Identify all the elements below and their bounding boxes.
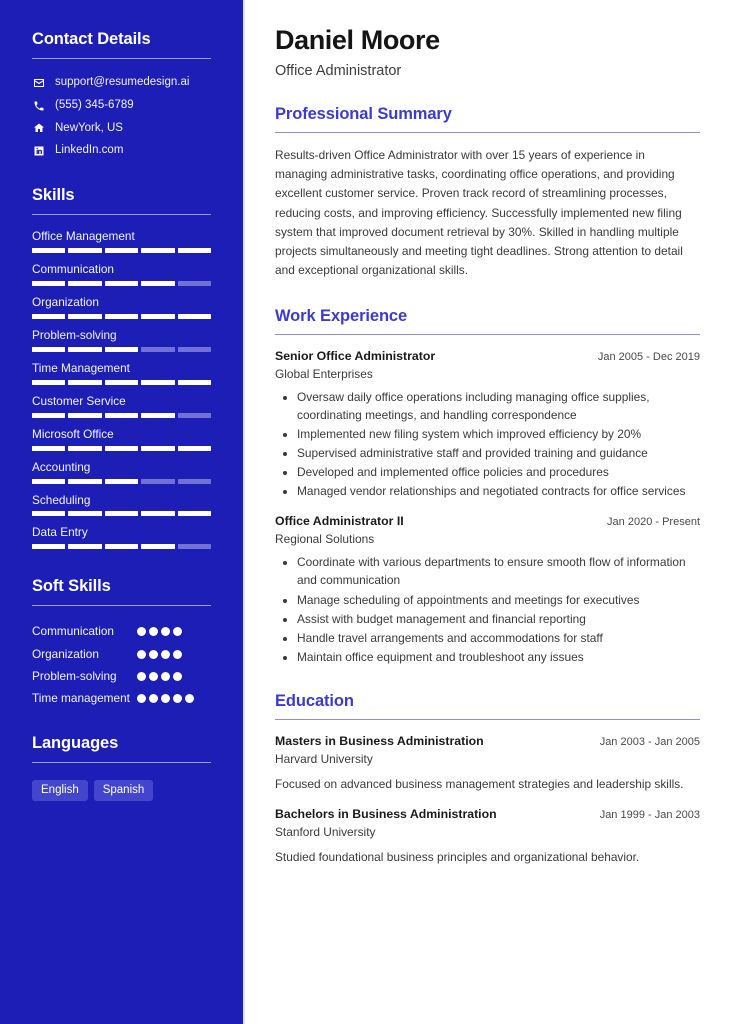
skill-bar-segment <box>141 479 174 484</box>
entry-header <box>275 514 700 530</box>
skill-item <box>32 229 211 253</box>
skill-level-bar <box>32 479 211 484</box>
entry-bullet-list <box>275 388 700 501</box>
skills-list <box>32 229 211 549</box>
skill-level-bar <box>32 248 211 253</box>
entry-description: Studied foundational business principles and organizational behavior. <box>275 850 640 865</box>
skill-label: Customer Service <box>32 393 126 408</box>
languages-section <box>32 728 211 802</box>
language-tag[interactable]: English <box>32 780 88 802</box>
skill-level-bar <box>32 544 211 549</box>
professional-summary-heading: Professional Summary <box>275 104 452 123</box>
work-experience-heading: Work Experience <box>275 306 408 325</box>
soft-skill-dot <box>173 650 182 659</box>
soft-skill-dots <box>137 689 199 703</box>
entry-bullet: • Developed and implemented office policies and procedures <box>297 463 700 481</box>
skill-bar-segment <box>32 380 65 385</box>
entry-header <box>275 807 700 823</box>
skill-label: Time Management <box>32 360 130 375</box>
education-section <box>275 692 700 867</box>
skill-bar-segment <box>32 314 65 319</box>
work-experience-entry <box>275 514 700 666</box>
work-experience-divider <box>275 334 700 335</box>
contact-phone-value: (555) 345-6789 <box>55 98 134 111</box>
education-entry <box>275 807 700 867</box>
soft-skill-label: Time management <box>32 690 130 705</box>
soft-skill-dot <box>149 627 158 636</box>
skill-bar-segment <box>141 511 174 516</box>
skill-bar-segment <box>141 248 174 253</box>
professional-summary-text: Results-driven Office Administrator with over 15 years of experience in managing administrative tasks, coordinating office operations, and providing excellent customer service. Proven track record of streamlining processes, reducing costs, and improving efficiency. Successfully implemented new filing system that improved document retrieval by 30%. Skilled in handling multiple projects simultaneously and meeting tight deadlines. Strong attention to detail and exceptional organizational skills. <box>275 147 683 278</box>
soft-skill-dots <box>137 667 199 681</box>
languages-heading: Languages <box>32 733 119 752</box>
entry-date: Jan 2020 - Present <box>607 516 700 529</box>
skill-bar-segment <box>141 544 174 549</box>
soft-skill-label: Organization <box>32 646 99 661</box>
entry-date: Jan 1999 - Jan 2003 <box>599 809 700 822</box>
skill-item <box>32 394 211 418</box>
soft-skill-dots <box>137 622 199 636</box>
soft-skill-label: Communication <box>32 624 114 639</box>
skill-bar-segment <box>178 446 211 451</box>
contact-details-heading: Contact Details <box>32 30 151 48</box>
skill-bar-segment <box>105 479 138 484</box>
skill-bar-segment <box>68 380 101 385</box>
soft-skill-dots <box>137 645 199 659</box>
skill-bar-segment <box>105 248 138 253</box>
skill-item <box>32 493 211 517</box>
skill-bar-segment <box>178 281 211 286</box>
entry-bullet: • Oversaw daily office operations including managing office supplies, coordinating meetings, and handling correspondence <box>297 388 700 424</box>
skill-label: Accounting <box>32 459 91 474</box>
skill-bar-segment <box>141 314 174 319</box>
work-experience-entries <box>275 349 700 666</box>
skill-bar-segment <box>68 511 101 516</box>
contact-item-location[interactable] <box>32 122 211 136</box>
skill-level-bar <box>32 281 211 286</box>
skill-label: Scheduling <box>32 492 91 507</box>
school-name: Harvard University <box>275 751 373 766</box>
soft-skills-section <box>32 571 211 707</box>
skill-item <box>32 525 211 549</box>
contact-email-value: support@resumedesign.ai <box>55 76 190 88</box>
skill-bar-segment <box>178 248 211 253</box>
company-name: Regional Solutions <box>275 532 375 547</box>
soft-skill-dot <box>173 627 182 636</box>
skill-bar-segment <box>68 446 101 451</box>
soft-skill-dot <box>161 694 170 703</box>
home-icon <box>32 122 45 135</box>
soft-skills-list <box>32 622 211 707</box>
entry-bullet: • Assist with budget management and financial reporting <box>297 610 700 628</box>
contact-list <box>32 76 211 158</box>
soft-skill-label: Problem-solving <box>32 668 117 683</box>
skill-bar-segment <box>32 248 65 253</box>
skill-bar-segment <box>68 544 101 549</box>
skill-bar-segment <box>178 314 211 319</box>
soft-skill-row <box>32 667 211 686</box>
skill-bar-segment <box>32 511 65 516</box>
skill-bar-segment <box>105 314 138 319</box>
entry-bullet: • Implemented new filing system which improved efficiency by 20% <box>297 425 700 443</box>
skill-item <box>32 361 211 385</box>
contact-details-divider <box>32 58 211 59</box>
skill-bar-segment <box>178 479 211 484</box>
skill-bar-segment <box>68 479 101 484</box>
entry-header <box>275 734 700 750</box>
professional-summary-divider <box>275 132 700 133</box>
skill-level-bar <box>32 347 211 352</box>
soft-skill-dot <box>137 672 146 681</box>
skill-bar-segment <box>68 314 101 319</box>
skill-level-bar <box>32 511 211 516</box>
main-content <box>245 0 730 1024</box>
languages-divider <box>32 762 211 763</box>
skill-bar-segment <box>178 347 211 352</box>
entry-bullet: • Manage scheduling of appointments and meetings for executives <box>297 591 700 609</box>
entry-description: Focused on advanced business management strategies and leadership skills. <box>275 776 684 791</box>
skill-bar-segment <box>105 413 138 418</box>
skill-item <box>32 328 211 352</box>
skill-level-bar <box>32 446 211 451</box>
skill-label: Microsoft Office <box>32 426 114 441</box>
soft-skill-dot <box>161 650 170 659</box>
skill-bar-segment <box>32 347 65 352</box>
skill-label: Data Entry <box>32 525 88 540</box>
skill-bar-segment <box>105 544 138 549</box>
skill-bar-segment <box>178 380 211 385</box>
entry-bullet: • Handle travel arrangements and accommodations for staff <box>297 629 700 647</box>
skill-bar-segment <box>105 446 138 451</box>
entry-bullet: • Managed vendor relationships and negotiated contracts for office services <box>297 482 700 500</box>
skill-bar-segment <box>68 248 101 253</box>
company-name: Global Enterprises <box>275 366 373 381</box>
language-tag[interactable]: Spanish <box>94 780 154 802</box>
soft-skill-dot <box>173 672 182 681</box>
skill-bar-segment <box>178 544 211 549</box>
skill-item <box>32 262 211 286</box>
phone-icon <box>32 99 45 112</box>
contact-item-email[interactable] <box>32 76 211 90</box>
skill-bar-segment <box>32 479 65 484</box>
degree-name: Bachelors in Business Administration <box>275 807 497 822</box>
skill-bar-segment <box>105 380 138 385</box>
skill-bar-segment <box>141 446 174 451</box>
degree-name: Masters in Business Administration <box>275 733 484 748</box>
skill-label: Organization <box>32 295 99 310</box>
education-entry <box>275 734 700 794</box>
education-heading: Education <box>275 691 354 710</box>
skill-bar-segment <box>105 511 138 516</box>
soft-skill-dot <box>185 694 194 703</box>
skill-level-bar <box>32 413 211 418</box>
skill-item <box>32 427 211 451</box>
sidebar <box>0 0 245 1024</box>
skill-bar-segment <box>68 413 101 418</box>
soft-skill-row <box>32 645 211 664</box>
entry-bullet: • Supervised administrative staff and provided training and guidance <box>297 444 700 462</box>
skill-bar-segment <box>141 380 174 385</box>
skills-divider <box>32 214 211 215</box>
skills-section <box>32 180 211 549</box>
skill-bar-segment <box>32 281 65 286</box>
skill-label: Problem-solving <box>32 327 117 342</box>
job-role: Senior Office Administrator <box>275 348 436 363</box>
skill-bar-segment <box>178 413 211 418</box>
entry-header <box>275 349 700 365</box>
contact-linkedin-value: LinkedIn.com <box>55 144 124 157</box>
entry-bullet: • Coordinate with various departments to ensure smooth flow of information and communication <box>297 553 700 589</box>
soft-skill-dot <box>137 694 146 703</box>
entry-date: Jan 2003 - Jan 2005 <box>599 735 700 748</box>
soft-skill-dot <box>149 672 158 681</box>
skill-bar-segment <box>68 281 101 286</box>
soft-skill-row <box>32 622 211 641</box>
work-experience-section <box>275 307 700 666</box>
skill-item <box>32 460 211 484</box>
skill-bar-segment <box>105 281 138 286</box>
soft-skill-dot <box>137 627 146 636</box>
soft-skill-row <box>32 689 211 708</box>
skill-bar-segment <box>105 347 138 352</box>
skill-label: Communication <box>32 262 114 277</box>
envelope-icon <box>32 76 45 89</box>
contact-item-phone[interactable] <box>32 99 211 113</box>
soft-skills-heading: Soft Skills <box>32 577 111 596</box>
skill-bar-segment <box>141 347 174 352</box>
contact-details-section <box>32 24 211 158</box>
skill-bar-segment <box>141 281 174 286</box>
skill-level-bar <box>32 314 211 319</box>
skills-heading: Skills <box>32 186 75 205</box>
skill-bar-segment <box>32 544 65 549</box>
language-tag-list <box>32 780 211 802</box>
soft-skills-divider <box>32 605 211 606</box>
soft-skill-dot <box>137 650 146 659</box>
professional-summary-section <box>275 105 700 281</box>
entry-bullet: • Maintain office equipment and troubleshoot any issues <box>297 648 700 666</box>
job-role: Office Administrator II <box>275 514 404 529</box>
skill-bar-segment <box>32 413 65 418</box>
soft-skill-dot <box>161 672 170 681</box>
soft-skill-dot <box>161 627 170 636</box>
skill-label: Office Management <box>32 229 135 244</box>
soft-skill-dot <box>149 650 158 659</box>
skill-level-bar <box>32 380 211 385</box>
entry-date: Jan 2005 - Dec 2019 <box>597 350 700 363</box>
entry-bullet-list <box>275 553 700 666</box>
education-entries <box>275 734 700 867</box>
candidate-name: Daniel Moore <box>275 25 440 55</box>
skill-item <box>32 295 211 319</box>
soft-skill-dot <box>149 694 158 703</box>
school-name: Stanford University <box>275 825 376 840</box>
skill-bar-segment <box>178 511 211 516</box>
soft-skill-dot <box>173 694 182 703</box>
contact-item-linkedin[interactable] <box>32 144 211 158</box>
contact-location-value: NewYork, US <box>55 121 123 134</box>
skill-bar-segment <box>68 347 101 352</box>
candidate-job-title: Office Administrator <box>275 62 402 79</box>
work-experience-entry <box>275 349 700 501</box>
education-divider <box>275 719 700 720</box>
skill-bar-segment <box>32 446 65 451</box>
skill-bar-segment <box>141 413 174 418</box>
linkedin-icon <box>32 145 45 158</box>
